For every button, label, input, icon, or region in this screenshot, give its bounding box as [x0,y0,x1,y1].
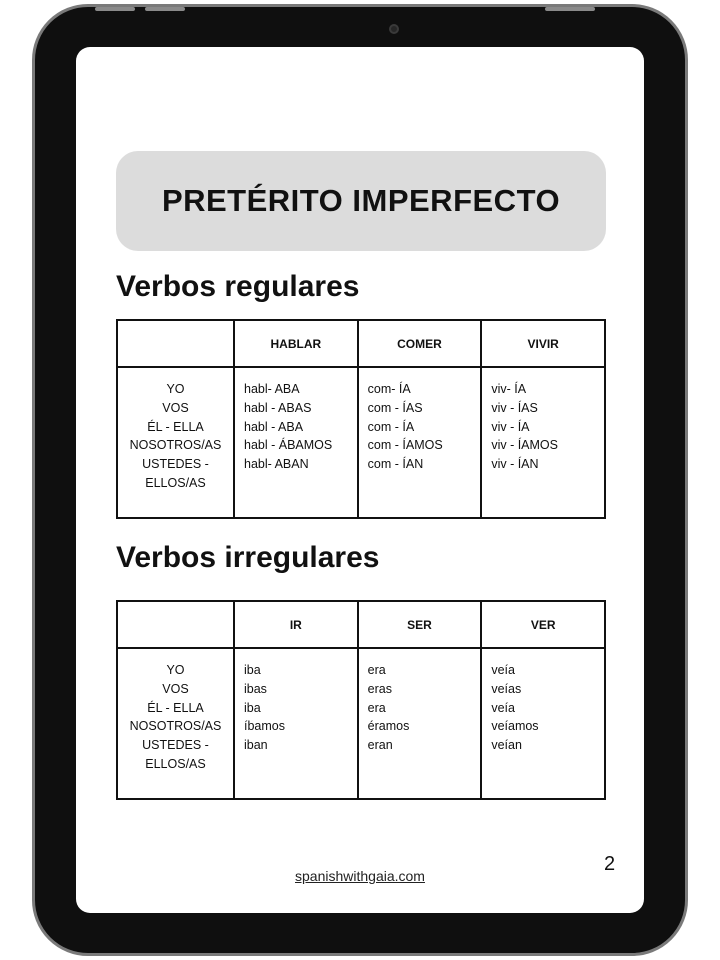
pronoun-list: YO VOS ÉL - ELLA NOSOTROS/AS USTEDES - ELLOS/AS [117,367,234,518]
table-header-row [117,320,605,367]
website-link[interactable]: spanishwithgaia.com [295,868,425,884]
conjugation-comer: com- ÍA com - ÍAS com - ÍA com - ÍAMOS com - ÍAN [358,367,482,518]
camera-icon [389,24,399,34]
volume-button [145,7,185,11]
conjugation-ir: iba ibas iba íbamos iban [234,648,358,799]
header-cell-hablar: HABLAR [234,320,358,367]
header-cell-ir: IR [234,601,358,648]
conjugation-ser: era eras era éramos eran [358,648,482,799]
header-cell-comer: COMER [358,320,482,367]
table-header-row [117,601,605,648]
regular-verbs-table [116,319,606,519]
header-cell-ver: VER [481,601,605,648]
section-heading-regular: Verbos regulares [116,270,360,303]
header-cell-empty [117,601,234,648]
header-cell-vivir: VIVIR [481,320,605,367]
irregular-verbs-table [116,600,606,800]
conjugation-hablar: habl- ABA habl - ABAS habl - ABA habl - ÁBAMOS habl- ABAN [234,367,358,518]
header-cell-empty [117,320,234,367]
volume-button [95,7,135,11]
header-cell-ser: SER [358,601,482,648]
power-button [545,7,595,11]
section-heading-irregular: Verbos irregulares [116,541,380,574]
pronoun-list: YO VOS ÉL - ELLA NOSOTROS/AS USTEDES - ELLOS/AS [117,648,234,799]
table-row [117,648,605,799]
table-row [117,367,605,518]
conjugation-vivir: viv- ÍA viv - ÍAS viv - ÍA viv - ÍAMOS viv - ÍAN [481,367,605,518]
page-number: 2 [604,853,616,875]
document-page [76,47,644,913]
title-banner [116,151,606,251]
conjugation-ver: veía veías veía veíamos veían [481,648,605,799]
page-title: PRETÉRITO IMPERFECTO [161,183,561,218]
